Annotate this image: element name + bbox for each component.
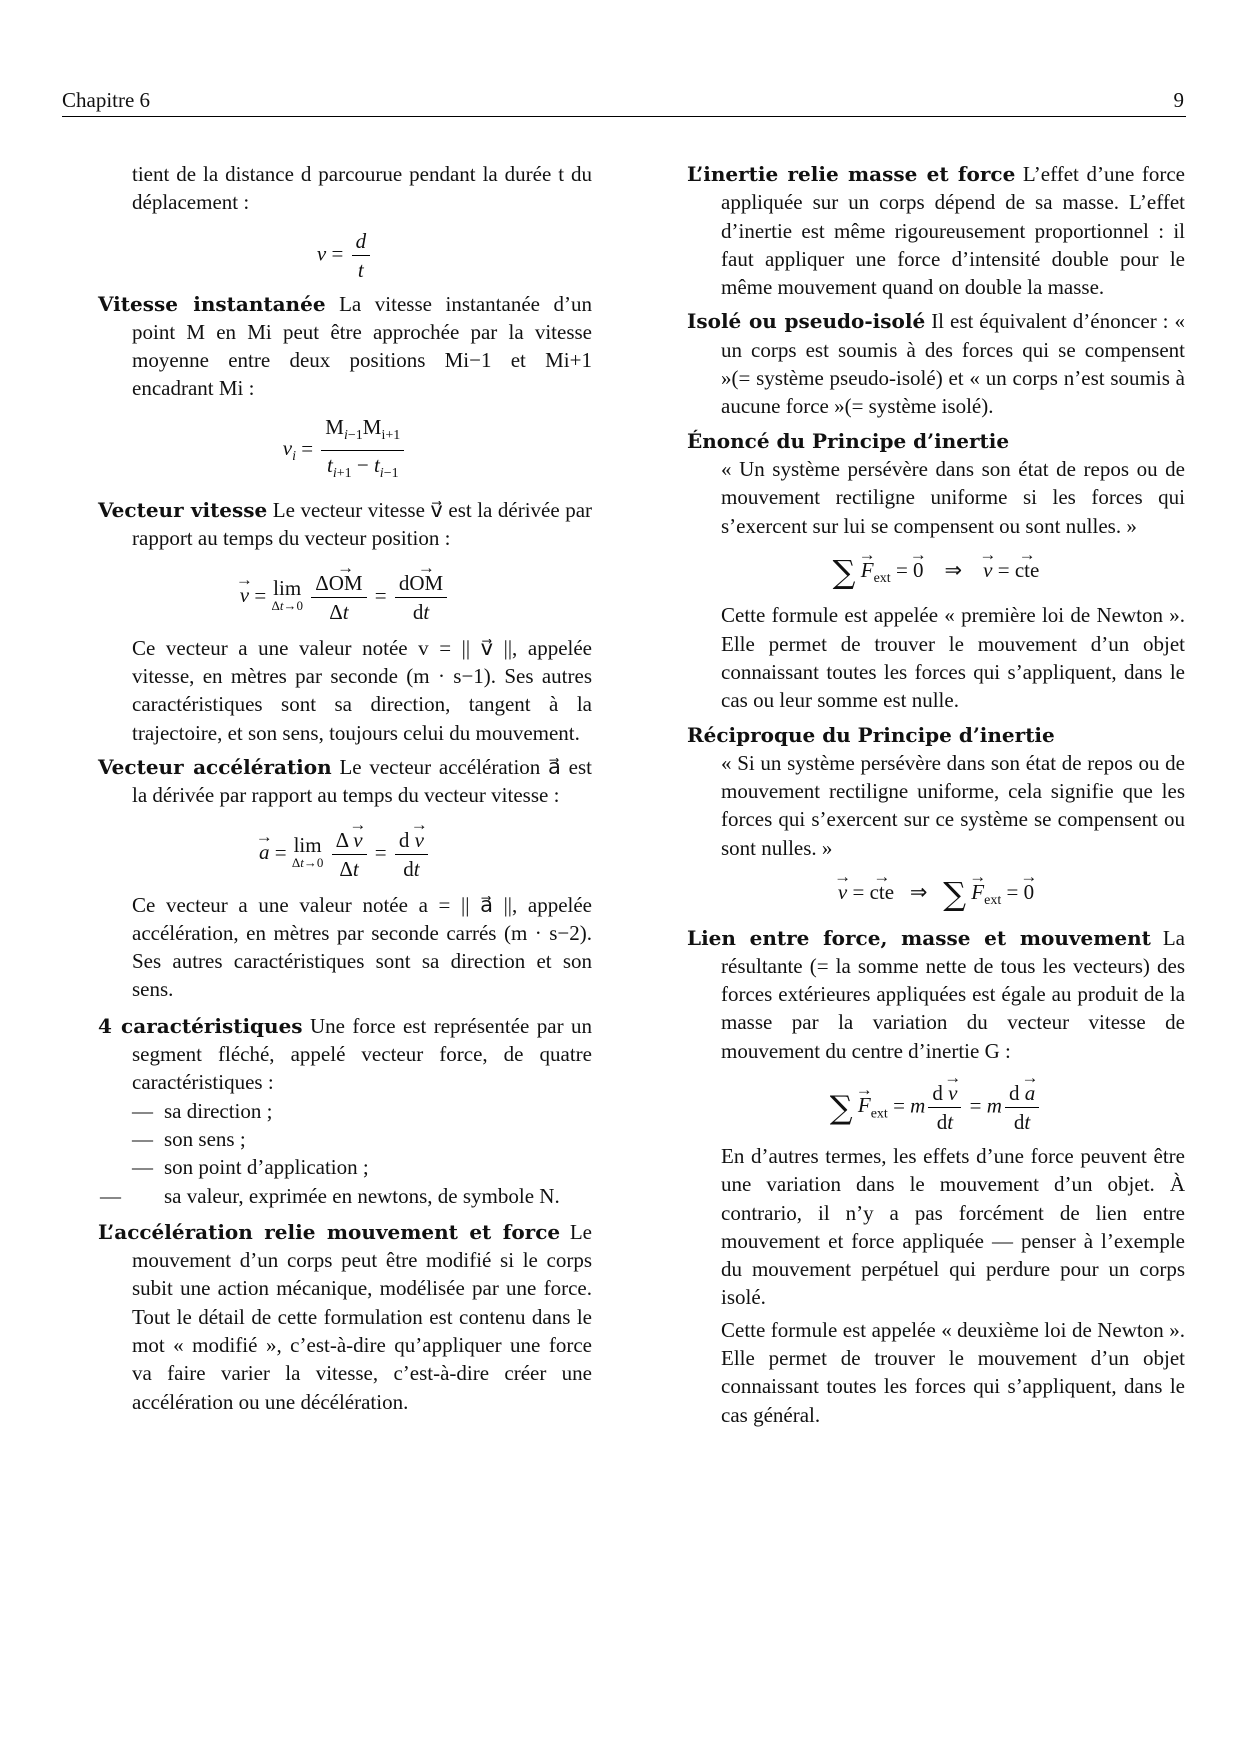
list-item: — sa direction ; [132, 1098, 273, 1123]
def-isole: Isolé ou pseudo-isolé Il est équivalent d’énoncer : « un corps est soumis à des forces qui se compensent »(= système pseudo-isolé) et « un corps n’est soumis à aucune force »(= système isolé). [687, 309, 1185, 419]
heading-reciproque: Réciproque du Principe d’inertie [687, 722, 1055, 747]
para-second-law-2: Cette formule est appelée « deuxième loi de Newton ». Elle permet de trouver le mouvement d’un objet connaissant toutes les forces qui s’appliquent, dans le cas général. [721, 1317, 1185, 1427]
quote-enonce: « Un système persévère dans son état de repos ou de mouvement rectiligne uniforme si les forces qui s’exercent sur lui se compensent ou sont nulles. » [721, 456, 1185, 538]
equation-velocity-vector: → v = lim Δt→0 $\frac{\Delta\to OM}{\Delta t}$ = $\frac{d\to OM}{dt}$ [98, 569, 592, 626]
quote-reciproque: « Si un système persévère dans son état de repos ou de mouvement rectiligne uniforme, cela signifie que les forces qui s’exercent sur ce système se compensent ou sont nulles. » [721, 750, 1185, 860]
page-number: 9 [1173, 88, 1184, 112]
equation-acceleration-vector: → a = lim Δt→0 $\frac{\Delta \to v}{\Delta t}$ = $\frac{d \to v}{dt}$ [98, 826, 592, 883]
def-vecteur-acceleration: Vecteur accélération Le vecteur accélération a⃗ est la dérivée par rapport au temps du vecteur vitesse : [98, 754, 593, 808]
equation-instant-speed: $v_i$ = $\frac{M_{i-1}M_{i+1}}{t_{i+1} - t_{i-1}}$ [98, 413, 592, 488]
right-column [687, 160, 1185, 1429]
chapter-label: Chapitre 6 [62, 88, 151, 112]
def-vitesse-instantanee: Vitesse instantanée La vitesse instantanée d’un point M en Mi peut être approchée par la vitesse moyenne entre deux positions Mi−1 et Mi+1 encadrant Mi : [98, 291, 592, 401]
para-first-law: Cette formule est appelée « première loi de Newton ». Elle permet de trouver le mouvement d’un objet connaissant toutes les forces qui s’appliquent, dans le cas ou leur somme est nulle. [721, 603, 1185, 713]
def-vecteur-vitesse: Vecteur vitesse Le vecteur vitesse v⃗ est la dérivée par rapport au temps du vecteur position : [98, 498, 593, 551]
page-header [62, 86, 1186, 117]
list-item: — son sens ; [132, 1126, 246, 1151]
para-acceleration: Ce vecteur a une valeur notée a = || a⃗ ||, appelée accélération, en mètres par seconde carrés (m · s−2). Ses autres caractéristiques sont sa direction et son sens. [132, 892, 592, 1002]
def-acceleration-relie: L’accélération relie mouvement et force Le mouvement d’un corps peut être modifié si le corps subit une action mécanique, modélisée par une force. Tout le détail de cette formulation est contenu dans le mot « modifié », c’est-à-dire qu’appliquer une force va faire varier la vitesse, c’est-à-dire créer une accélération ou une décélération. [98, 1219, 592, 1414]
para-velocity: Ce vecteur a une valeur notée v = || v⃗ ||, appelée vitesse, en mètres par seconde (m · s−1). Ses autres caractéristiques sont sa direction, tangent à la trajectoire, et son sens, toujours celui du mouvement. [132, 635, 592, 745]
para-second-law-1: En d’autres termes, les effets d’une force peuvent être une variation dans le mouvement d’un objet. À contrario, il n’y a pas forcément de lien entre mouvement et force appliquée — penser à l’exemple du mouvement perpétuel qui perdure pour un corps isolé. [721, 1143, 1185, 1310]
equation-first-law: ∑ → $F_{ext}$ = → 0 ⇒ → v = → cte [687, 556, 1185, 593]
list-item: — sa valeur, exprimée en newtons, de symbole N. [100, 1183, 560, 1208]
equation-mean-speed: v = $\frac{d}{t}$ [98, 227, 592, 284]
list-item: — son point d’application ; [132, 1155, 369, 1180]
left-column [98, 160, 592, 1416]
def-title: Vitesse instantanée [98, 291, 326, 316]
def-4-caracteristiques: 4 caractéristiques Une force est représentée par un segment fléché, appelé vecteur force, de quatre caractéristiques : [98, 1013, 593, 1095]
def-lien: Lien entre force, masse et mouvement La résultante (= la somme nette de tous les vecteurs) des forces extérieures appliquées est égale au produit de la masse par la variation du vecteur vitesse de mouvement du centre d’inertie G : [687, 925, 1186, 1063]
equation-reciprocal: → v = → cte ⇒ ∑ → $F_{ext}$ = → 0 [687, 878, 1185, 915]
continued-text: tient de la distance d parcourue pendant la durée t du déplacement : [132, 162, 592, 215]
heading-enonce: Énoncé du Principe d’inertie [687, 428, 1010, 453]
def-inertie: L’inertie relie masse et force L’effet d’une force appliquée sur un corps dépend de sa masse. L’effet d’inertie est même rigoureusement proportionnel : il faut appliquer une force d’intensité double pour le même mouvement quand on double la masse. [687, 162, 1186, 300]
equation-second-law: ∑ → $F_{ext} = m$ $\frac{d \to v}{dt}$ = m $\frac{d \to a}{dt}$ [687, 1079, 1185, 1136]
